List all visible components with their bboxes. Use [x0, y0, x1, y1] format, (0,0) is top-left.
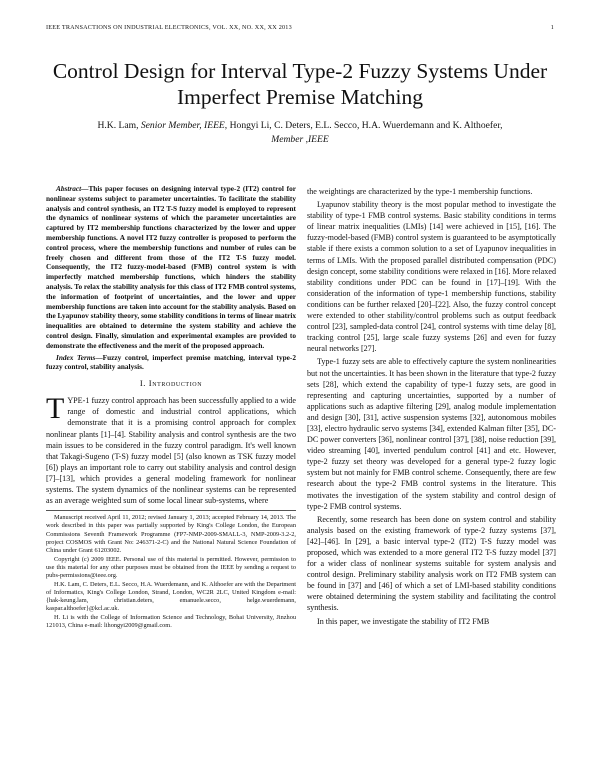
page-number: 1 [550, 24, 554, 31]
introduction-text: YPE-1 fuzzy control approach has been successfully applied to a wide range of domestic and industrial control applications, which demonstrate that it is a promising control approach for complex nonlinear plants [1]–[4]. Stability analysis and control synthesis are the two main issues to be considered in the fuzzy control paradigm. It's well known that Takagi-Sugeno (T-S) fuzzy model [5] (also known as TSK fuzzy model [6]) plays an important role to carry out stability analysis and control design [7]–[13], which provides a general modeling framework for nonlinear systems. The system dynamics of the nonlinear systems can be represented as an average weighted sum of some local linear sub-systems, where [46, 396, 296, 506]
drop-cap: T [46, 392, 65, 426]
footnote-affiliation-bohai: H. Li is with the College of Information Science and Technology, Bohai University, Jinzhou 121013, China e-mail: lihongyi2009@gmail.com. [46, 613, 296, 630]
footnote-affiliation-kcl: H.K. Lam, C. Deters, E.L. Secco, H.A. Wuerdemann, and K. Althoefer are with the Department of Informatics, King's College London, Strand, London, WC2R 2LC, United Kingdom e-mail: {hak-keung.lam, christian.deters, emanuele.secco, helge.wuerdemann, kaspar.althoefer}@kcl.ac.uk. [46, 580, 296, 613]
authors-line-1: H.K. Lam, Senior Member, IEEE, Hongyi Li, C. Deters, E.L. Secco, H.A. Wuerdemann and K. Althoefer, [97, 120, 503, 131]
paper-title: Control Design for Interval Type-2 Fuzzy Systems Under Imperfect Premise Matching [52, 59, 548, 109]
running-head [46, 24, 554, 36]
body-paragraph: Lyapunov stability theory is the most popular method to investigate the stability of type-1 FMB control systems. Basic stability conditions in terms of linear matrix inequalities (LMIs) [14] were achieved in [15], [16]. The fuzzy-model-based (FMB) control system is guaranteed to be asymptotically stable if there exists a common solution to a set of Lyapunov inequalities in terms of LMIs. With the proposed parallel distributed compensation (PDC) design concept, some stability conditions were relaxed in [16]. More relaxed stability conditions under PDC can be found in [17]–[19]. With the consideration of the information of type-1 membership functions, stability conditions can be further relaxed [20]–[22]. Also, the fuzzy control concept were extended to other stability/control problems such as output feedback control [23], sampled-data control [24], control systems with time delay [8], tracking control [25], large scale fuzzy systems [26] and even for fuzzy neural networks [27]. [307, 200, 556, 354]
introduction-paragraph [46, 392, 296, 506]
right-column [307, 186, 556, 629]
footnote-rule [46, 510, 296, 511]
section-heading: I. Introduction [139, 378, 203, 389]
author-list [60, 119, 540, 147]
body-paragraph: In this paper, we investigate the stability of IT2 FMB [317, 616, 490, 626]
index-terms-text: —Fuzzy control, imperfect premise matching, interval type-2 fuzzy control, stability analysis. [46, 352, 296, 372]
authors-line-2: Member ,IEEE [271, 134, 329, 145]
index-terms [46, 353, 296, 373]
footnote-manuscript: Manuscript received April 11, 2012; revised January 1, 2013; accepted February 14, 2013. The work described in this paper was partially supported by King's College London, the European Commissions Seventh Framework Programme (FP7-NMP-2009-SMALL-3, NMP-2009-3.2-2, project COSMOS with Grant No: 246371-2-C) and the National Natural Science Foundation of China under Grant 61203002. [46, 514, 296, 555]
left-column [46, 184, 296, 630]
body-paragraph: Recently, some research has been done on system control and stability analysis based on the existing framework of type-2 fuzzy systems [37], [42]–[46]. In [29], a basic interval type-2 (IT2) T-S fuzzy model was proposed, which was extended to a more general IT2 T-S fuzzy model [37] for a wider class of nonlinear systems suitable for system analysis and control design. Preliminary stability analysis work on IT2 FMB system can be found in [37] and [46] of which a set of LMI-based stability conditions were obtained determining the system stability and facilitating the control synthesis. [307, 514, 556, 613]
footnotes [46, 514, 296, 630]
body-paragraph: Type-1 fuzzy sets are able to effectively capture the system nonlinearities but not the uncertainties. It has been shown in the literature that type-2 fuzzy sets [28], which extend the capability of type-1 fuzzy sets, are good in representing and capturing uncertainties, supported by a number of applications such as adaptive filtering [29], analog module implementation and design [30], [31], active suspension systems [32], autonomous mobiles [33], electro hydraulic servo systems [34], extended Kalman filter [35], DC-DC power converters [36], nonlinear control [37], [38], noise reduction [39], video streaming [40], inverted pendulum control [41] and etc. However, type-2 fuzzy set theory was developed for a general type-2 fuzzy logic system but not mainly for FMB control scheme. Consequently, there are few research about the type-2 FMB control systems in the literature. This motivates the investigation of the system stability and control design of type-2 FMB control systems. [307, 357, 556, 511]
journal-name: IEEE TRANSACTIONS ON INDUSTRIAL ELECTRONICS, VOL. XX, NO. XX, XX 2013 [46, 24, 292, 31]
index-terms-label: Index Terms [56, 352, 96, 362]
abstract [46, 184, 296, 351]
abstract-label: Abstract [56, 184, 82, 193]
footnote-copyright: Copyright (c) 2009 IEEE. Personal use of this material is permitted. However, permission to use this material for any other purposes must be obtained from the IEEE by sending a request to pubs-permissions@ieee.org. [46, 555, 296, 580]
abstract-text: —This paper focuses on designing interval type-2 (IT2) control for nonlinear systems subject to parameter uncertainties. To facilitate the stability analysis and control synthesis, an IT2 T-S fuzzy model is employed to represent the dynamics of nonlinear systems of which the parameter uncertainties are captured by IT2 membership functions characterized by the lower and upper membership functions. A novel IT2 fuzzy controller is proposed to perform the control process, where the membership functions and number of rules can be freely chosen and different from those of the IT2 T-S fuzzy model. Consequently, the IT2 fuzzy-model-based (FMB) control system is with imperfectly matched membership functions, which hinders the stability analysis. To relax the stability analysis for this class of IT2 FMB control systems, the information of footprint of uncertainties, and the lower and upper membership functions are taken into account for the stability analysis. Based on the Lyapunov stability theory, some stability conditions in terms of linear matrix inequalities are obtained to determine the system stability and achieve the control design. Finally, simulation and experimental examples are provided to demonstrate the effectiveness and the merit of the proposed approach. [46, 184, 296, 350]
body-paragraph: the weightings are characterized by the type-1 membership functions. [307, 187, 533, 196]
